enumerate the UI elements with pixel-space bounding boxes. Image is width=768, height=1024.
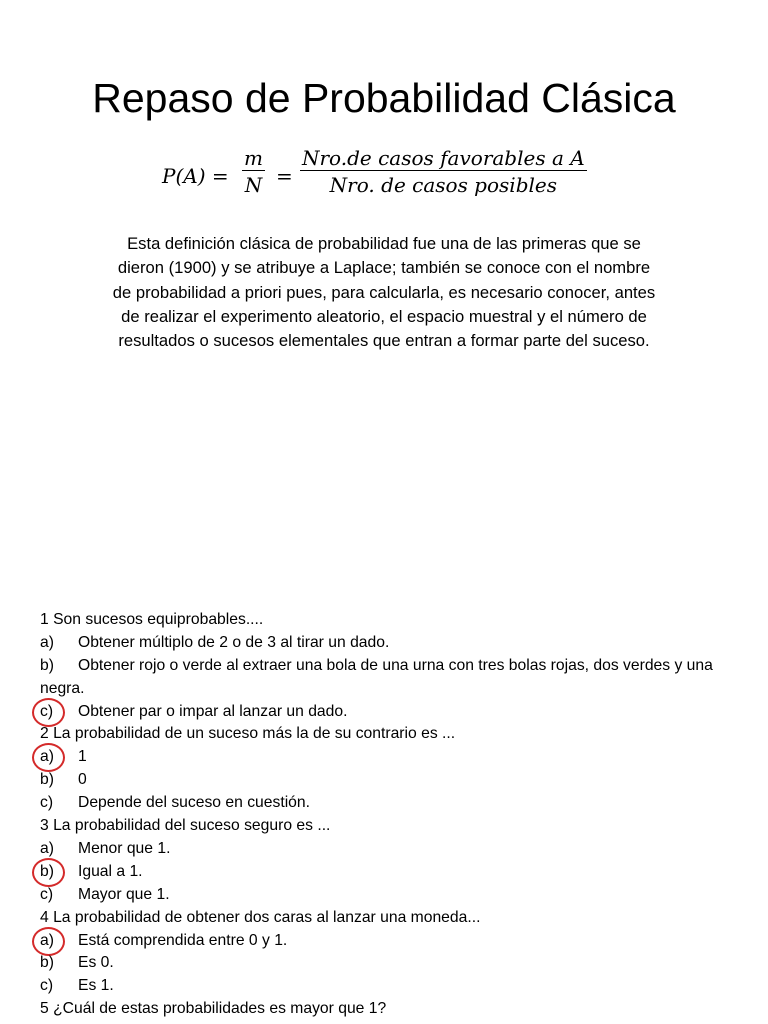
option-letter: b) <box>40 771 54 789</box>
definition-paragraph: Esta definición clásica de probabilidad fue una de las primeras que se dieron (1900) y se atribuye a Laplace; también se conoce con el nombre de probabilidad a priori pues, para calcularla, es necesario conocer, antes de realizar el experimento aleatorio, el espacio muestral y el número de resultados o sucesos elementales que entran a formar parte del suceso. <box>112 234 656 351</box>
option-letter: a) <box>40 633 54 651</box>
option-text: Depende del suceso en cuestión. <box>78 794 310 812</box>
option-letter: a) <box>40 931 54 949</box>
question-2-option-a <box>40 746 730 769</box>
option-text: 1 <box>78 748 87 766</box>
formula-lhs: P(A) = <box>162 164 229 188</box>
formula-cases-fraction <box>300 146 587 197</box>
option-letter: c) <box>40 977 54 995</box>
question-4-option-c <box>40 975 730 998</box>
probability-formula <box>162 142 622 214</box>
option-text: Menor que 1. <box>78 839 171 857</box>
option-text: Es 0. <box>78 954 114 972</box>
option-letter: b) <box>40 656 54 674</box>
question-5: 5 ¿Cuál de estas probabilidades es mayor que 1? <box>40 1000 387 1018</box>
option-letter: c) <box>40 702 54 720</box>
option-text: Obtener rojo o verde al extraer una bola de una urna con tres bolas rojas, dos verdes y una negra. <box>40 656 713 697</box>
option-text: 0 <box>78 771 87 789</box>
option-text: Mayor que 1. <box>78 885 170 903</box>
question-1-option-b <box>40 655 730 701</box>
option-text: Obtener par o impar al lanzar un dado. <box>78 702 348 720</box>
option-letter: a) <box>40 748 54 766</box>
quiz-questions <box>40 609 730 1021</box>
option-letter: b) <box>40 862 54 880</box>
option-letter: a) <box>40 839 54 857</box>
question-1-option-c <box>40 701 730 724</box>
question-3-option-a <box>40 838 730 861</box>
formula-m: m <box>244 146 263 170</box>
formula-denominator: Nro. de casos posibles <box>300 170 587 197</box>
page-title: Repaso de Probabilidad Clásica <box>92 75 676 121</box>
question-3-option-b <box>40 861 730 884</box>
question-1: 1 Son sucesos equiprobables.... <box>40 611 264 628</box>
formula-m-over-n <box>242 146 265 197</box>
question-3: 3 La probabilidad del suceso seguro es ... <box>40 817 331 835</box>
option-letter: b) <box>40 954 54 972</box>
question-1-option-a <box>40 632 730 655</box>
option-text: Igual a 1. <box>78 862 143 880</box>
question-4: 4 La probabilidad de obtener dos caras al lanzar una moneda... <box>40 908 481 926</box>
formula-equals: = <box>276 164 293 188</box>
question-4-option-a <box>40 930 730 953</box>
option-text: Está comprendida entre 0 y 1. <box>78 931 288 949</box>
option-text: Es 1. <box>78 977 114 995</box>
formula-n: N <box>242 170 265 197</box>
question-2-option-c <box>40 792 730 815</box>
option-text: Obtener múltiplo de 2 o de 3 al tirar un dado. <box>78 633 390 651</box>
option-letter: c) <box>40 794 54 812</box>
question-3-option-c <box>40 884 730 907</box>
formula-numerator: Nro.de casos favorables a A <box>302 146 585 170</box>
question-2-option-b <box>40 769 730 792</box>
question-4-option-b <box>40 952 730 975</box>
option-letter: c) <box>40 885 54 903</box>
question-2: 2 La probabilidad de un suceso más la de su contrario es ... <box>40 725 456 743</box>
